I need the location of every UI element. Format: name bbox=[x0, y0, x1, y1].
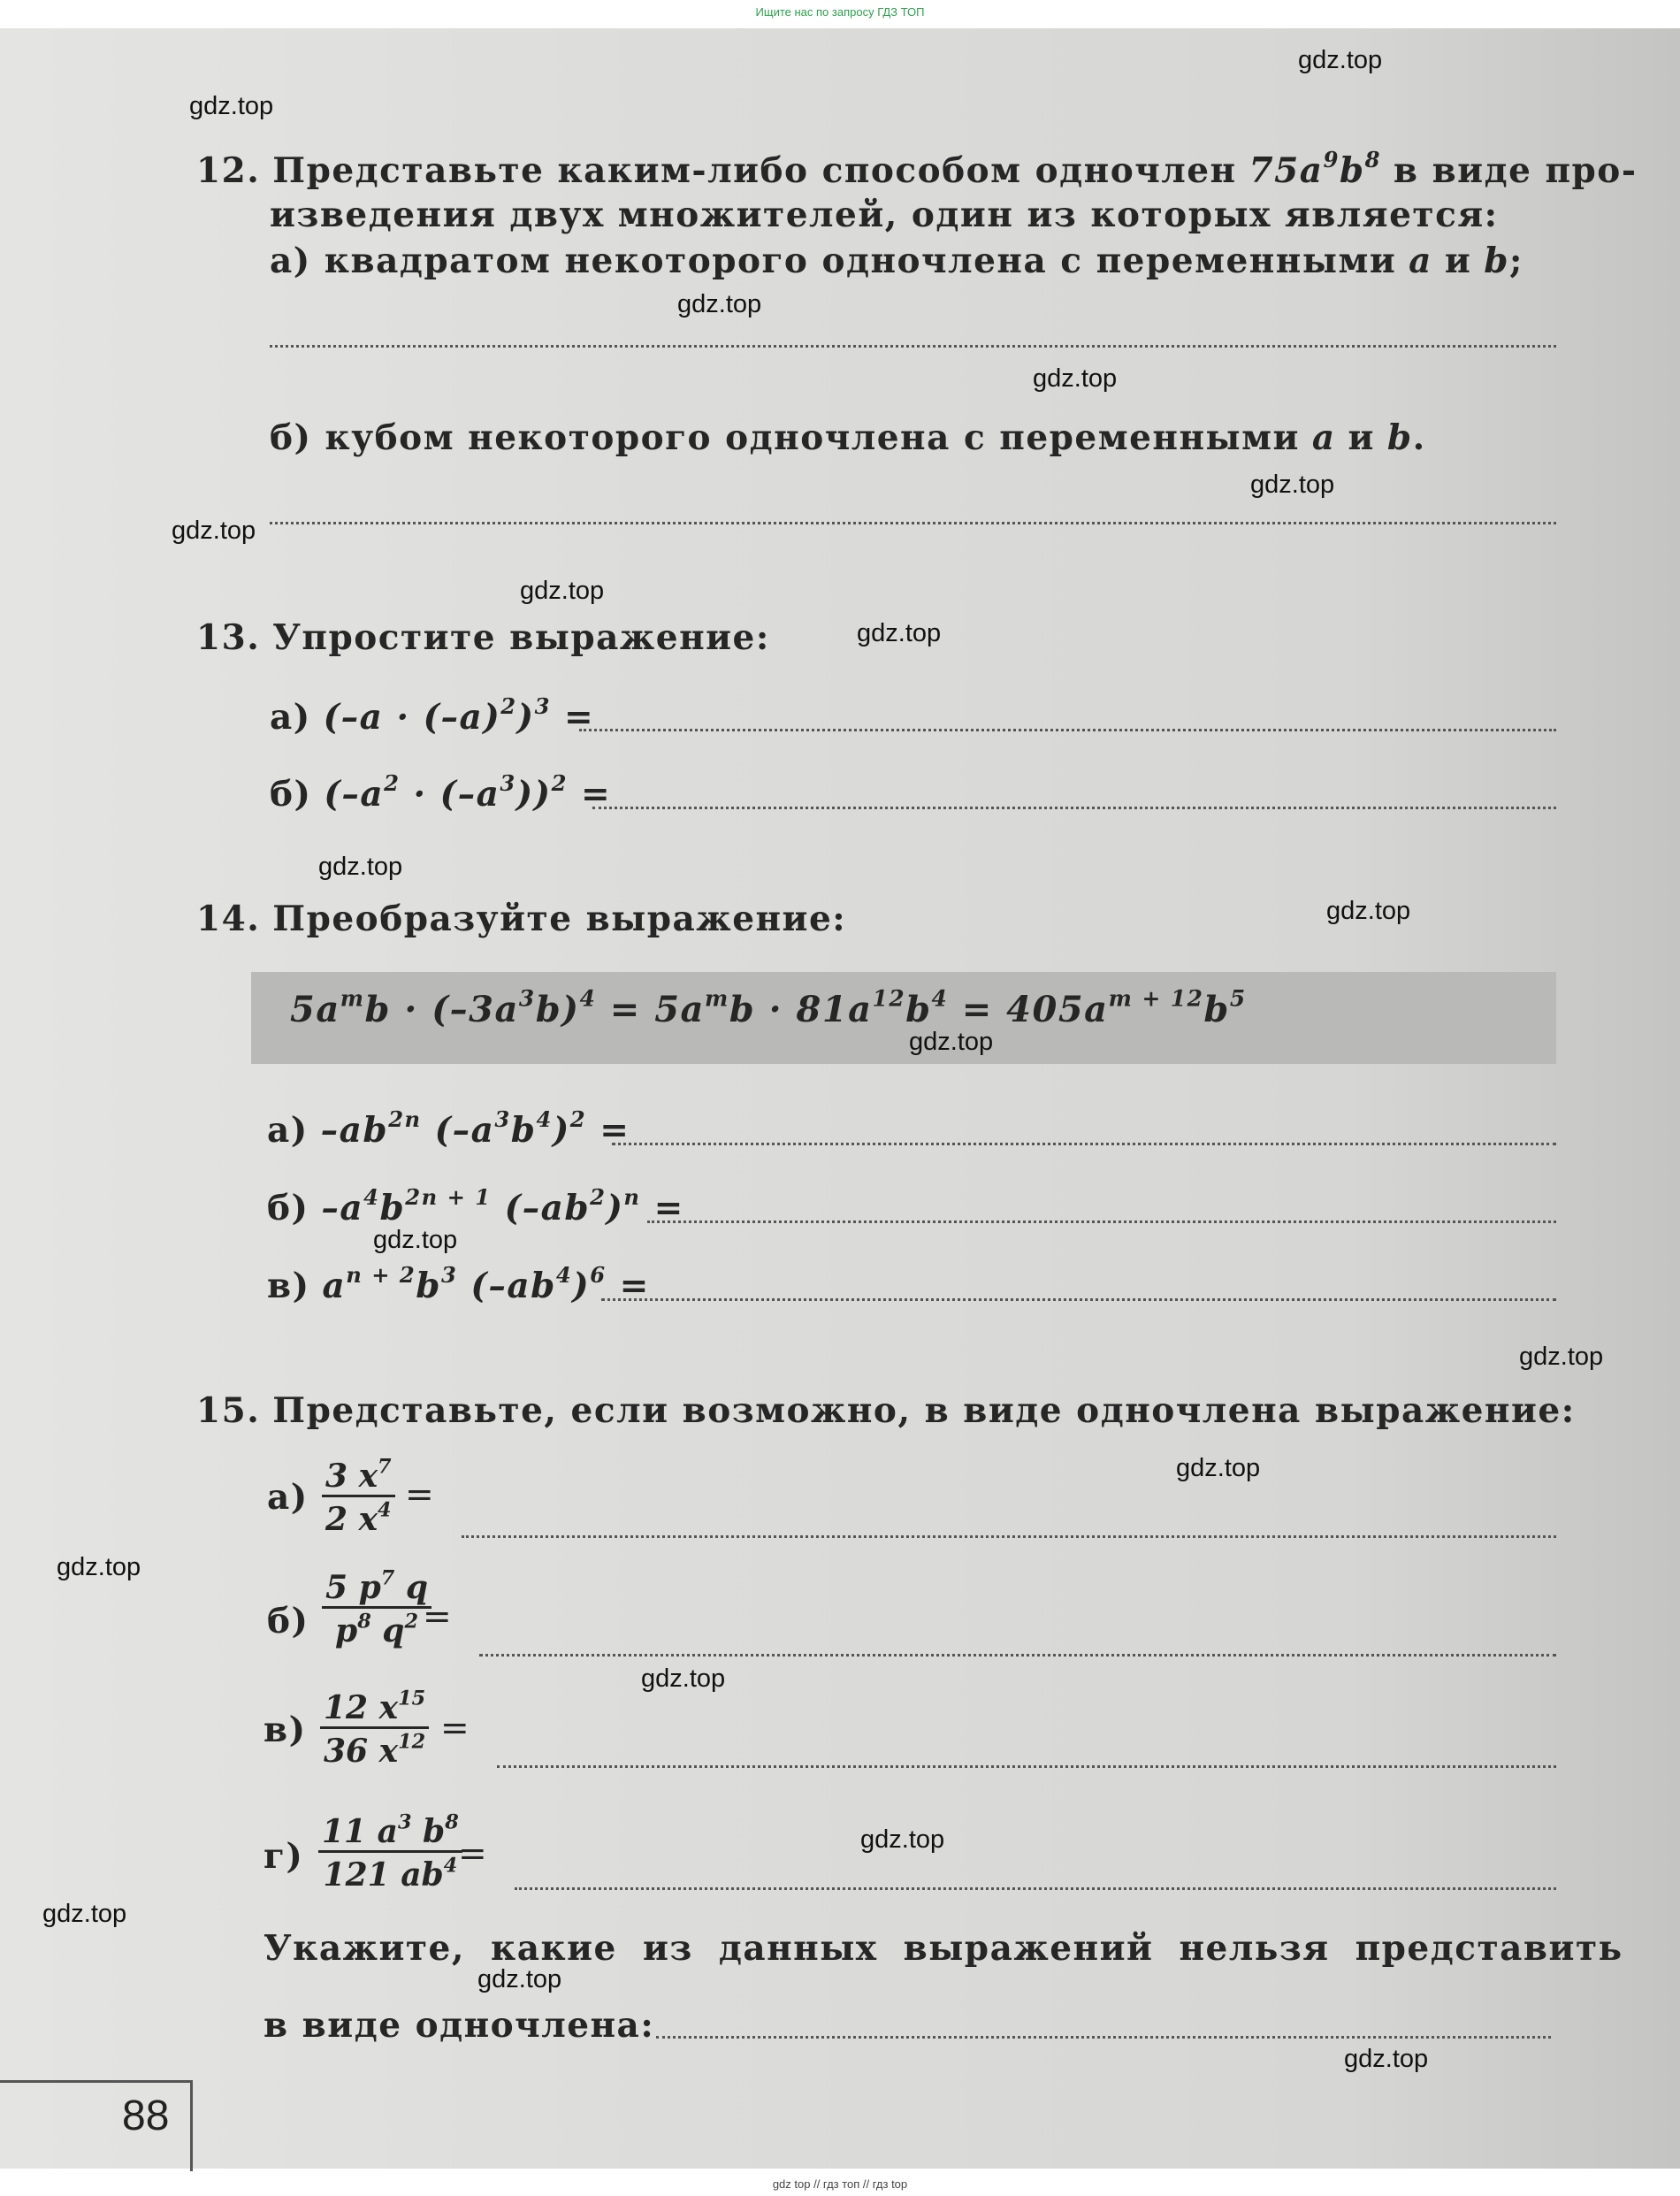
answer-line-13a[interactable] bbox=[579, 729, 1556, 731]
task-12a: а) квадратом некоторого одночлена с переменными a и b; bbox=[270, 241, 1523, 281]
watermark: gdz.top bbox=[57, 1553, 141, 1581]
watermark: gdz.top bbox=[189, 92, 274, 120]
fraction-15c: $\frac{12 x^{15}}{36 x^{12}}$ bbox=[320, 1689, 429, 1770]
watermark: gdz.top bbox=[677, 290, 762, 318]
answer-line-15d[interactable] bbox=[515, 1887, 1556, 1890]
answer-line-15c[interactable] bbox=[497, 1765, 1556, 1768]
task-14b: б) $-a^4b^{2n + 1}$ $(-ab^2)^n$ = bbox=[267, 1184, 684, 1228]
expr-13a: $(-a \cdot (-a)^2)^3$ = bbox=[323, 693, 595, 738]
answer-line-15a[interactable] bbox=[462, 1535, 1556, 1538]
answer-line-12a[interactable] bbox=[270, 345, 1556, 348]
watermark: gdz.top bbox=[857, 619, 942, 647]
task-15d-label: г) bbox=[263, 1836, 304, 1877]
watermark: gdz.top bbox=[477, 1965, 562, 1993]
fraction-15a: $\frac{3 x^7}{2 x^4}$ bbox=[322, 1458, 395, 1538]
task-14a: а) $-ab^{2n}$ $(-a^3b^4)^2$ = bbox=[267, 1106, 630, 1151]
answer-line-15-final[interactable] bbox=[656, 2036, 1551, 2039]
watermark: gdz.top bbox=[1326, 897, 1411, 925]
fraction-15d: $\frac{11 a^3 b^8}{121 ab^4}$ bbox=[318, 1813, 462, 1894]
monomial: $75a^9b^8$ bbox=[1249, 147, 1381, 191]
fraction-15b: $\frac{5 p^7 q}{p^8 q^2}$ bbox=[322, 1569, 431, 1649]
watermark: gdz.top bbox=[172, 516, 256, 545]
top-note: Ищите нас по запросу ГДЗ ТОП bbox=[755, 5, 925, 19]
bottom-note: gdz top // гдз топ // гдз top bbox=[772, 2177, 908, 2191]
task-15a-label: а) bbox=[267, 1477, 309, 1518]
answer-line-14a[interactable] bbox=[612, 1143, 1556, 1145]
task-12-line-1: 12. Представьте каким-либо способом одночлен $75a^9b^8$ в виде про- bbox=[196, 147, 1638, 191]
watermark: gdz.top bbox=[1250, 471, 1335, 499]
task-15b-label: б) bbox=[267, 1601, 309, 1641]
answer-line-13b[interactable] bbox=[592, 807, 1556, 809]
example-expression: $5a^mb \cdot (-3a^3b)^4 = 5a^mb \cdot 81a^{12}b^4 = 405a^{m + 12}b^5$ bbox=[290, 985, 1247, 1030]
watermark: gdz.top bbox=[1176, 1454, 1261, 1482]
task-14-title: 14. Преобразуйте выражение: bbox=[196, 899, 847, 939]
expr-14c: $a^{n + 2}b^3$ $(-ab^4)^6$ = bbox=[322, 1262, 650, 1306]
expr-14a: $-ab^{2n}$ $(-a^3b^4)^2$ = bbox=[320, 1106, 630, 1151]
watermark: gdz.top bbox=[1298, 46, 1383, 74]
watermark: gdz.top bbox=[520, 577, 605, 605]
watermark: gdz.top bbox=[318, 853, 403, 881]
task-14c: в) $a^{n + 2}b^3$ $(-ab^4)^6$ = bbox=[267, 1262, 650, 1306]
answer-line-14b[interactable] bbox=[647, 1220, 1556, 1223]
task-15-final-line-2: в виде одночлена: bbox=[263, 2005, 655, 2046]
task-12b: б) кубом некоторого одночлена с переменными a и b. bbox=[270, 417, 1426, 458]
workbook-page bbox=[0, 28, 1680, 2169]
expr-14b: $-a^4b^{2n + 1}$ $(-ab^2)^n$ = bbox=[321, 1184, 684, 1228]
task-15-title: 15. Представьте, если возможно, в виде одночлена выражение: bbox=[196, 1390, 1576, 1431]
task-13-title: 13. Упростите выражение: bbox=[196, 617, 770, 658]
task-13a: а) $(-a \cdot (-a)^2)^3$ = bbox=[270, 693, 595, 738]
equals-15d: = bbox=[458, 1834, 489, 1874]
watermark: gdz.top bbox=[860, 1825, 945, 1854]
watermark: gdz.top bbox=[42, 1900, 127, 1928]
task-13b: б) $(-a^2 \cdot (-a^3))^2$ = bbox=[270, 770, 612, 815]
equals-15c: = bbox=[440, 1709, 471, 1748]
answer-line-15b[interactable] bbox=[479, 1654, 1556, 1657]
task-12-number: 12. bbox=[196, 150, 261, 191]
answer-line-12b[interactable] bbox=[270, 522, 1556, 524]
watermark: gdz.top bbox=[1519, 1343, 1604, 1371]
watermark: gdz.top bbox=[1033, 364, 1118, 393]
watermark: gdz.top bbox=[909, 1028, 994, 1056]
expr-13b: $(-a^2 \cdot (-a^3))^2$ = bbox=[324, 770, 612, 815]
page-number: 88 bbox=[122, 2093, 170, 2139]
watermark: gdz.top bbox=[373, 1226, 458, 1254]
watermark: gdz.top bbox=[1344, 2045, 1429, 2073]
answer-line-14c[interactable] bbox=[601, 1298, 1556, 1301]
equals-15b: = bbox=[423, 1597, 454, 1637]
task-15c-label: в) bbox=[263, 1710, 307, 1750]
task-15-final-line-1: Укажите, какие из данных выражений нельзя представить bbox=[263, 1928, 1623, 1969]
watermark: gdz.top bbox=[641, 1664, 726, 1693]
equals-15a: = bbox=[405, 1475, 436, 1515]
task-12-line-2: изведения двух множителей, один из которых является: bbox=[270, 195, 1499, 235]
